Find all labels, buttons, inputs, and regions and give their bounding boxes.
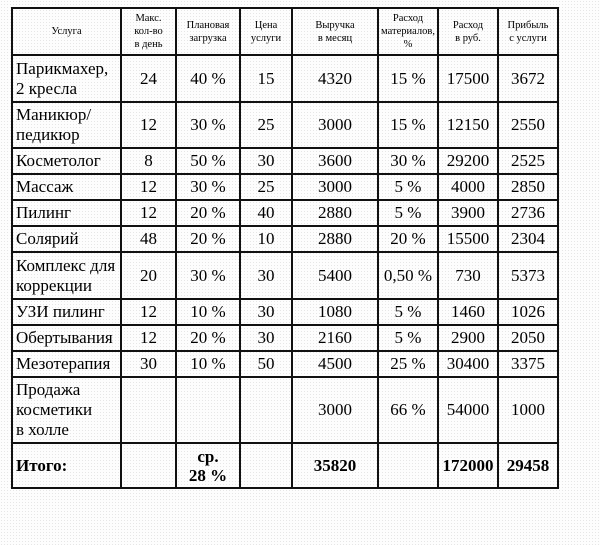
header-materials-pct [378, 8, 438, 55]
cell-price: 25 [240, 174, 292, 200]
header-text: Прибыль [507, 19, 549, 31]
services-table [11, 7, 559, 489]
table-row [12, 148, 558, 174]
cell-profit: 2850 [498, 174, 558, 200]
cell-price: 30 [240, 252, 292, 299]
table-row [12, 102, 558, 148]
cell-service-name [12, 299, 121, 325]
cell-planned-load: 30 % [176, 252, 240, 299]
table-row [12, 325, 558, 351]
cell-expense-rub: 29200 [438, 148, 498, 174]
table-row [12, 252, 558, 299]
header-text: с услуги [509, 32, 547, 44]
cell-revenue-month: 4500 [292, 351, 378, 377]
service-name-text: Пилинг [16, 203, 72, 222]
total-max-per-day [121, 443, 176, 488]
cell-profit: 2736 [498, 200, 558, 226]
cell-max-per-day: 12 [121, 102, 176, 148]
cell-profit: 2525 [498, 148, 558, 174]
cell-materials-pct: 5 % [378, 174, 438, 200]
table-body [12, 55, 558, 488]
cell-price: 50 [240, 351, 292, 377]
cell-revenue-month: 2160 [292, 325, 378, 351]
header-text: Расход [452, 19, 484, 31]
cell-revenue-month: 3000 [292, 174, 378, 200]
cell-expense-rub: 2900 [438, 325, 498, 351]
cell-max-per-day: 12 [121, 200, 176, 226]
cell-profit: 3375 [498, 351, 558, 377]
cell-materials-pct: 15 % [378, 102, 438, 148]
table-row [12, 200, 558, 226]
table-row [12, 351, 558, 377]
cell-profit: 2050 [498, 325, 558, 351]
cell-expense-rub: 1460 [438, 299, 498, 325]
header-text: Цена [254, 19, 278, 31]
header-profit [498, 8, 558, 55]
avg-load-text: ср. [197, 446, 219, 466]
table-row [12, 55, 558, 102]
cell-price: 30 [240, 148, 292, 174]
total-label: Итого: [12, 443, 121, 488]
total-row [12, 443, 558, 488]
cell-service-name [12, 226, 121, 252]
cell-planned-load: 50 % [176, 148, 240, 174]
cell-materials-pct: 66 % [378, 377, 438, 443]
service-name-text: 2 кресла [16, 78, 78, 98]
header-max-per-day [121, 8, 176, 55]
service-name-text: Массаж [16, 177, 74, 196]
header-text: Услуга [51, 26, 82, 37]
cell-service-name [12, 174, 121, 200]
cell-planned-load: 10 % [176, 299, 240, 325]
header-text: в месяц [317, 32, 353, 44]
cell-materials-pct: 0,50 % [378, 252, 438, 299]
cell-expense-rub: 3900 [438, 200, 498, 226]
cell-service-name [12, 55, 121, 102]
cell-expense-rub: 4000 [438, 174, 498, 200]
table-row [12, 174, 558, 200]
cell-materials-pct: 5 % [378, 200, 438, 226]
header-expense-rub [438, 8, 498, 55]
cell-max-per-day: 20 [121, 252, 176, 299]
service-name-text: Маникюр/ [16, 105, 92, 124]
header-text: загрузка [189, 32, 227, 44]
total-materials-pct [378, 443, 438, 488]
cell-max-per-day: 8 [121, 148, 176, 174]
cell-revenue-month: 4320 [292, 55, 378, 102]
cell-materials-pct: 5 % [378, 325, 438, 351]
total-price [240, 443, 292, 488]
service-name-text: Комплекс для [16, 255, 116, 275]
cell-max-per-day: 12 [121, 325, 176, 351]
cell-revenue-month: 1080 [292, 299, 378, 325]
cell-max-per-day: 30 [121, 351, 176, 377]
service-name-text: Солярий [16, 229, 79, 248]
header-text: Расход [392, 13, 424, 24]
cell-service-name [12, 148, 121, 174]
service-name-text: Продажа [16, 380, 81, 399]
header-text: в руб. [455, 32, 481, 44]
cell-expense-rub: 12150 [438, 102, 498, 148]
cell-planned-load: 30 % [176, 174, 240, 200]
cell-revenue-month: 3000 [292, 377, 378, 443]
cell-profit: 3672 [498, 55, 558, 102]
cell-materials-pct: 5 % [378, 299, 438, 325]
cell-price: 10 [240, 226, 292, 252]
header-service [12, 8, 121, 55]
cell-max-per-day: 48 [121, 226, 176, 252]
cell-service-name [12, 200, 121, 226]
header-price [240, 8, 292, 55]
service-name-text: косметики [16, 400, 93, 419]
cell-price: 25 [240, 102, 292, 148]
total-profit: 29458 [498, 443, 558, 488]
total-planned-load [176, 443, 240, 488]
cell-service-name [12, 325, 121, 351]
cell-materials-pct: 25 % [378, 351, 438, 377]
service-name-text: коррекции [16, 275, 92, 295]
cell-planned-load: 20 % [176, 325, 240, 351]
service-name-text: Косметолог [16, 151, 101, 170]
cell-profit: 5373 [498, 252, 558, 299]
cell-planned-load: 40 % [176, 55, 240, 102]
table-row [12, 226, 558, 252]
cell-price: 30 [240, 299, 292, 325]
cell-revenue-month: 3600 [292, 148, 378, 174]
cell-expense-rub: 30400 [438, 351, 498, 377]
cell-service-name [12, 102, 121, 148]
service-name-text: педикюр [16, 125, 80, 144]
cell-planned-load [176, 377, 240, 443]
cell-price: 30 [240, 325, 292, 351]
cell-service-name [12, 351, 121, 377]
table-row [12, 377, 558, 443]
cell-expense-rub: 15500 [438, 226, 498, 252]
header-text: Выручка [315, 19, 355, 31]
avg-load-text: 28 % [188, 465, 228, 485]
cell-materials-pct: 20 % [378, 226, 438, 252]
cell-revenue-month: 2880 [292, 226, 378, 252]
service-name-text: в холле [16, 420, 69, 439]
cell-price [240, 377, 292, 443]
header-revenue-month [292, 8, 378, 55]
service-name-text: УЗИ пилинг [16, 302, 105, 321]
cell-service-name [12, 377, 121, 443]
cell-expense-rub: 54000 [438, 377, 498, 443]
service-name-text: Обертывания [16, 328, 113, 347]
table-row [12, 299, 558, 325]
cell-revenue-month: 3000 [292, 102, 378, 148]
cell-planned-load: 20 % [176, 200, 240, 226]
header-text: Макс. [135, 13, 162, 24]
cell-profit: 1026 [498, 299, 558, 325]
header-text: в день [134, 39, 163, 50]
cell-materials-pct: 30 % [378, 148, 438, 174]
cell-price: 15 [240, 55, 292, 102]
cell-expense-rub: 17500 [438, 55, 498, 102]
service-name-text: Парикмахер, [16, 58, 109, 78]
cell-max-per-day: 12 [121, 174, 176, 200]
header-text: Плановая [186, 19, 230, 31]
cell-profit: 1000 [498, 377, 558, 443]
cell-expense-rub: 730 [438, 252, 498, 299]
cell-planned-load: 20 % [176, 226, 240, 252]
service-name-text: Мезотерапия [16, 354, 111, 373]
header-row [12, 8, 558, 55]
cell-revenue-month: 2880 [292, 200, 378, 226]
header-planned-load [176, 8, 240, 55]
cell-planned-load: 30 % [176, 102, 240, 148]
total-expense-rub: 172000 [438, 443, 498, 488]
cell-max-per-day: 24 [121, 55, 176, 102]
header-text: услуги [250, 32, 282, 44]
cell-service-name [12, 252, 121, 299]
header-text: кол-во [134, 26, 163, 37]
cell-max-per-day: 12 [121, 299, 176, 325]
header-text: материалов, % [381, 26, 435, 50]
cell-revenue-month: 5400 [292, 252, 378, 299]
cell-price: 40 [240, 200, 292, 226]
cell-profit: 2304 [498, 226, 558, 252]
cell-profit: 2550 [498, 102, 558, 148]
total-revenue-month: 35820 [292, 443, 378, 488]
cell-materials-pct: 15 % [378, 55, 438, 102]
cell-max-per-day [121, 377, 176, 443]
cell-planned-load: 10 % [176, 351, 240, 377]
